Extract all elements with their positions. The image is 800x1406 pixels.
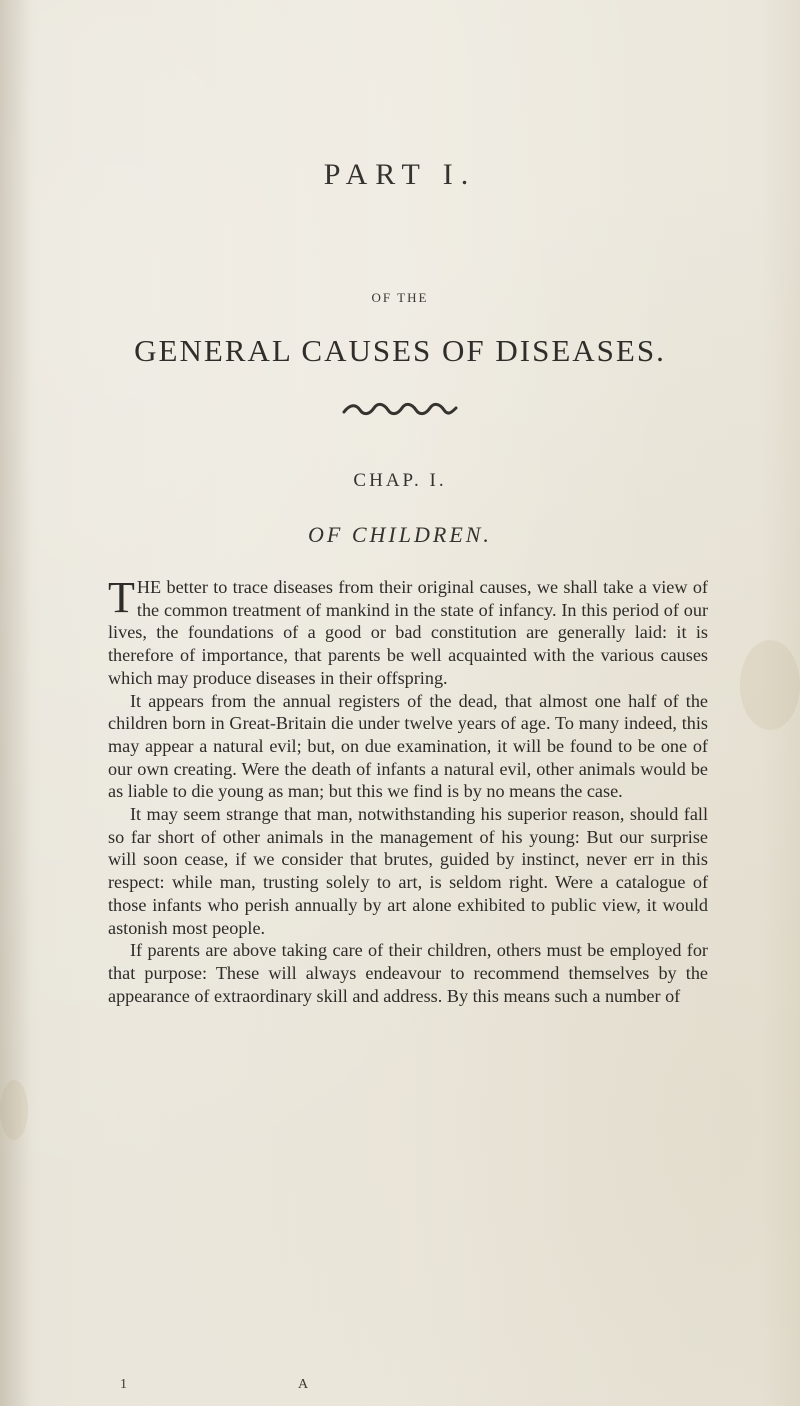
ornament-divider bbox=[340, 400, 460, 418]
paragraph bbox=[108, 573, 708, 690]
paper-stain bbox=[740, 640, 800, 730]
paragraph bbox=[108, 803, 708, 939]
paragraph-text: If parents are above taking care of their children, others must be employed for that purpose: These will always endeavour to recommend themselves by the appearance of extraordinary skill and address. By this means such a number of bbox=[108, 940, 708, 1006]
paragraph-text: It appears from the annual registers of the dead, that almost one half of the children born in Great-Britain die under twelve years of age. To many indeed, this may appear a natural evil; but, on due examination, it will be found to be one of our own creating. Were the death of infants a natural evil, other animals would be as liable to die young as man; but this we find is by no means the case. bbox=[108, 690, 708, 802]
signature-left: 1 bbox=[120, 1377, 127, 1392]
of-the-label: OF THE bbox=[371, 290, 429, 305]
drop-cap: T bbox=[108, 573, 135, 622]
signature-mark: A bbox=[298, 1377, 309, 1392]
paragraph bbox=[108, 690, 708, 804]
paragraph-text: HE better to trace diseases from their original causes, we shall take a view of the common treatment of mankind in the state of infancy. In this period of our lives, the foundations of a good or bad constitution are generally laid: it is therefore of importance, that parents be well acquainted with the various causes which may produce diseases in their offspring. bbox=[108, 577, 708, 688]
paper-stain bbox=[0, 1080, 28, 1140]
body-text bbox=[108, 573, 708, 1007]
spine-shadow bbox=[0, 0, 30, 1406]
chapter-title: OF CHILDREN. bbox=[308, 522, 492, 547]
paragraph-text: It may seem strange that man, notwithstanding his superior reason, should fall so far short of other animals in the management of his young: But our surprise will soon cease, if we consider that brutes, guided by instinct, never err in this respect: while man, trusting solely to art, is seldom right. Were a catalogue of those infants who perish annually by art alone exhibited to public view, it would astonish most people. bbox=[108, 804, 708, 938]
main-heading: GENERAL CAUSES OF DISEASES. bbox=[134, 333, 666, 368]
chapter-number: CHAP. I. bbox=[353, 470, 447, 491]
part-heading: PART I. bbox=[323, 158, 477, 191]
paragraph bbox=[108, 939, 708, 1007]
